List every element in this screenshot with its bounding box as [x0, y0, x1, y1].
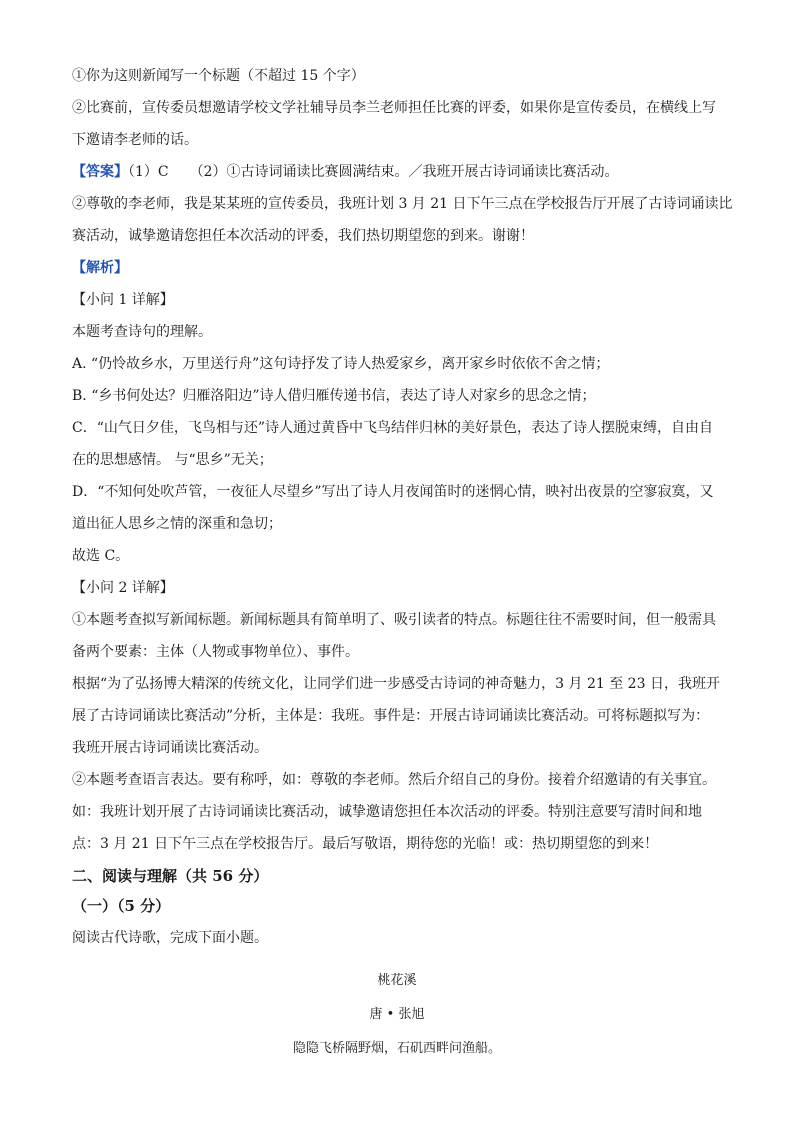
explanation-line: 点：3 月 21 日下午三点在学校报告厅。最后写敬语，期待您的光临！或：热切期望您的到来！	[72, 836, 659, 852]
question-1: ①你为这则新闻写一个标题（不超过 15 个字）	[72, 68, 365, 84]
choice-conclusion: 故选 C。	[72, 548, 130, 564]
answer-tag: 【答案】	[72, 164, 128, 180]
poem-author: 唐 • 张旭	[369, 1007, 425, 1022]
explanation-line: ②本题考查语言表达。要有称呼，如：尊敬的李老师。然后介绍自己的身份。接着介绍邀请的有关事宜。	[72, 772, 716, 788]
explanation-line: 本题考查诗句的理解。	[72, 324, 212, 340]
option-a: A. “仍怜故乡水，万里送行舟”这句诗抒发了诗人热爱家乡，离开家乡时依依不舍之情；	[72, 356, 610, 372]
poem-title: 桃花溪	[377, 973, 417, 988]
subsection-heading: （一）（5 分）	[72, 897, 171, 915]
answer-text: （1）C （2）①古诗词诵读比赛圆满结束。／我班开展古诗词诵读比赛活动。	[128, 164, 619, 180]
answer-2-line-1: ②尊敬的李老师，我是某某班的宣传委员，我班计划 3 月 21 日下午三点在学校报告厅开展了古诗词诵读比	[72, 196, 733, 212]
option-d-line-2: 道出征人思乡之情的深重和急切；	[72, 516, 282, 532]
instruction-line: 阅读古代诗歌，完成下面小题。	[72, 930, 268, 946]
option-d-line-1: D．“不知何处吹芦管，一夜征人尽望乡”写出了诗人月夜闻笛时的迷惘心情，映衬出夜景的空寥寂寞，又	[72, 484, 714, 500]
option-c-line-1: C．“山气日夕佳，飞鸟相与还”诗人通过黄昏中飞鸟结伴归林的美好景色，表达了诗人摆脱束缚，自由自	[72, 420, 714, 436]
option-b: B. “乡书何处达？归雁洛阳边”诗人借归雁传递书信，表达了诗人对家乡的思念之情；	[72, 388, 596, 404]
explanation-line: 根据“为了弘扬博大精深的传统文化，让同学们进一步感受古诗词的神奇魅力，3 月 21 至 23 日，我班开	[72, 676, 720, 692]
explanation-line: 展了古诗词诵读比赛活动”分析，主体是：我班。事件是：开展古诗词诵读比赛活动。可将标题拟写为：	[72, 708, 710, 724]
explanation-line: 我班开展古诗词诵读比赛活动。	[72, 740, 268, 756]
sub-question-1-heading: 【小问 1 详解】	[72, 292, 174, 308]
sub-question-2-heading: 【小问 2 详解】	[72, 580, 174, 596]
question-2-line-2: 下邀请李老师的话。	[72, 132, 198, 148]
question-2-line-1: ②比赛前，宣传委员想邀请学校文学社辅导员李兰老师担任比赛的评委，如果你是宣传委员，在横线上写	[72, 100, 716, 116]
explanation-line: ①本题考查拟写新闻标题。新闻标题具有简单明了、吸引读者的特点。标题往往不需要时间，但一般需具	[72, 612, 716, 628]
answer-2-line-2: 赛活动，诚挚邀请您担任本次活动的评委，我们热切期望您的到来。谢谢！	[72, 228, 534, 244]
option-c-line-2: 在的思想感情。 与“思乡”无关；	[72, 452, 273, 468]
analysis-tag: 【解析】	[72, 260, 128, 276]
poem-line: 隐隐飞桥隔野烟，石矶西畔问渔船。	[292, 1041, 501, 1056]
explanation-line: 备两个要素：主体（人物或事物单位）、事件。	[72, 644, 359, 660]
explanation-line: 如：我班计划开展了古诗词诵读比赛活动，诚挚邀请您担任本次活动的评委。特别注意要写清时间和地	[72, 804, 702, 820]
answer-line	[72, 162, 727, 182]
section-heading: 二、阅读与理解（共 56 分）	[72, 867, 269, 885]
